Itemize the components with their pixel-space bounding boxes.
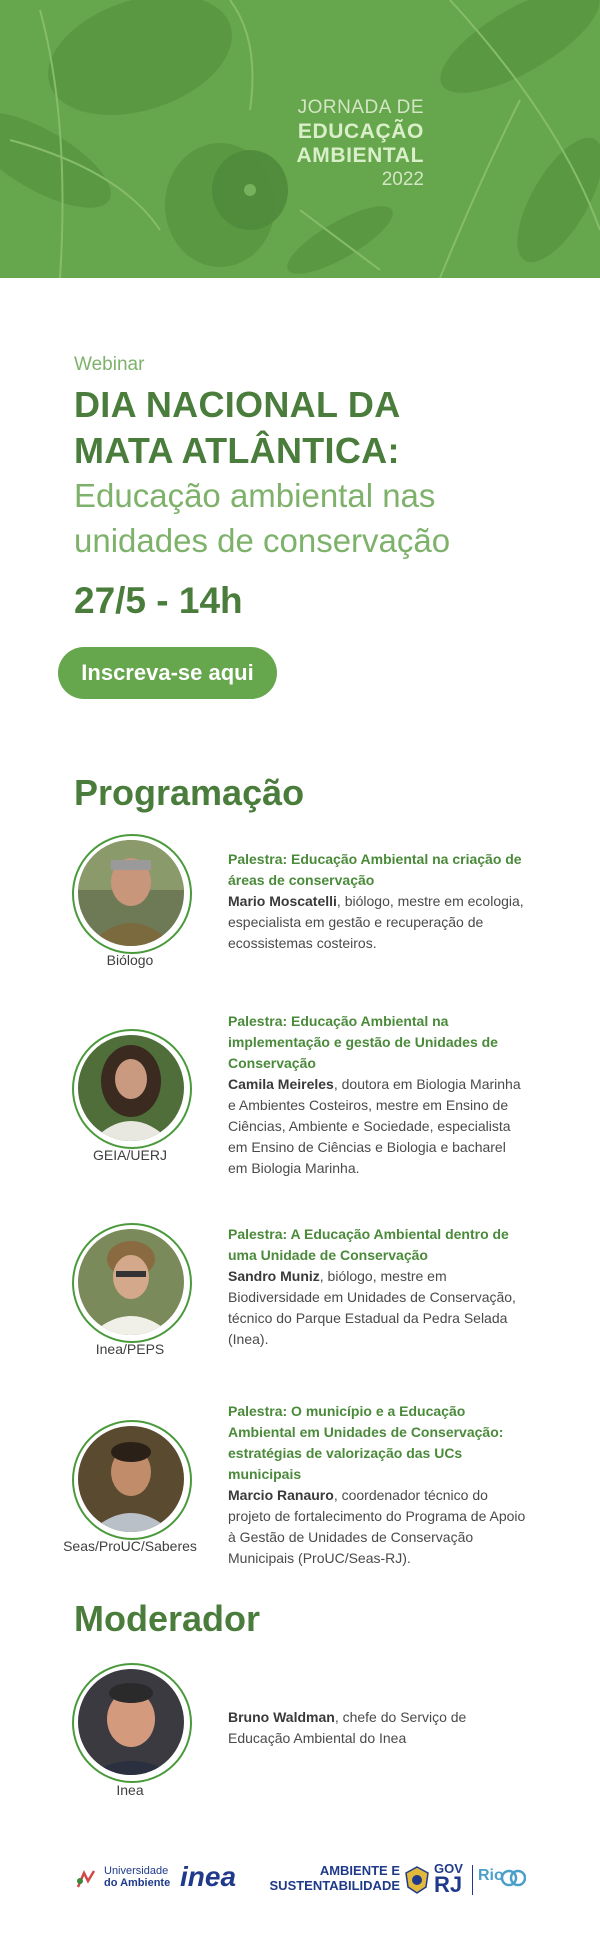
speaker-talk	[228, 1224, 528, 1350]
speaker-bio	[228, 1485, 528, 1569]
talk-title: Palestra: A Educação Ambiental dentro de uma Unidade de Conservação	[228, 1226, 509, 1263]
speaker-org: Seas/ProUC/Saberes	[63, 1538, 197, 1554]
event-datetime: 27/5 - 14h	[74, 580, 243, 621]
logo-text: SUSTENTABILIDADE	[269, 1878, 400, 1893]
brand-line: JORNADA DE	[297, 97, 424, 118]
person-photo-icon	[78, 1669, 184, 1775]
partner-logos	[0, 1855, 600, 1905]
universidade-logo-icon	[74, 1867, 98, 1891]
brand-line: AMBIENTAL	[296, 144, 424, 167]
inea-logo: inea	[180, 1861, 237, 1892]
speaker-talk	[228, 1011, 528, 1179]
speaker-bio-text: , biólogo, mestre em ecologia, especialista em gestão e recuperação de ecossistemas costeiros.	[228, 893, 524, 951]
avatar	[72, 834, 190, 952]
moderator-info	[228, 1707, 528, 1749]
logo-text: GOV	[434, 1861, 463, 1876]
speaker-org: Biólogo	[106, 952, 154, 968]
speaker-name: Camila Meireles	[228, 1076, 334, 1092]
talk-title: Palestra: O município e a Educação Ambiental em Unidades de Conservação: estratégias de valorização das UCs municipais	[228, 1403, 504, 1482]
rio-anniversary-icon	[500, 1865, 526, 1891]
speaker-talk	[228, 1401, 528, 1569]
brand-line: EDUCAÇÃO	[297, 120, 424, 143]
rio-logo: Rio	[478, 1867, 504, 1884]
speaker-talk	[228, 849, 528, 954]
avatar	[72, 1420, 190, 1538]
govrj-logo	[434, 1861, 463, 1897]
avatar	[72, 1223, 190, 1341]
speaker-bio	[228, 1266, 528, 1350]
speaker-name: Marcio Ranauro	[228, 1487, 334, 1503]
event-kicker: Webinar	[74, 354, 145, 375]
speaker-bio	[228, 1074, 528, 1179]
talk-title: Palestra: Educação Ambiental na implementação e gestão de Unidades de Conservação	[228, 1013, 498, 1071]
event-brand	[297, 96, 425, 192]
moderator-name: Bruno Waldman	[228, 1709, 335, 1725]
moderator-bio	[228, 1707, 528, 1749]
speaker-bio	[228, 891, 528, 954]
section-heading-moderador: Moderador	[74, 1598, 261, 1639]
speaker-bio-text: , doutora em Biologia Marinha e Ambientes Costeiros, mestre em Ensino de Ciências, Ambiente e Sociedade, especialista em Ensino de Ciências e Biologia e bacharel em Biologia Marinha.	[228, 1076, 521, 1176]
logo-text: AMBIENTE E	[319, 1863, 400, 1878]
person-photo-icon	[78, 1426, 184, 1532]
speaker-name: Sandro Muniz	[228, 1268, 320, 1284]
speaker-name: Mario Moscatelli	[228, 893, 337, 909]
avatar	[72, 1029, 190, 1147]
speaker-bio-text: , biólogo, mestre em Biodiversidade em Unidades de Conservação, técnico do Parque Estadual da Pedra Selada (Inea).	[228, 1268, 516, 1347]
talk-title: Palestra: Educação Ambiental na criação de áreas de conservação	[228, 851, 522, 888]
event-subtitle: Educação ambiental nas unidades de conservação	[74, 477, 451, 559]
event-title	[74, 382, 401, 474]
logo-text: do Ambiente	[104, 1877, 171, 1889]
moderator-org: Inea	[116, 1782, 144, 1798]
avatar	[72, 1663, 190, 1781]
title-line: DIA NACIONAL DA	[74, 384, 401, 425]
register-button[interactable]: Inscreva-se aqui	[58, 647, 277, 699]
coat-of-arms-icon	[404, 1865, 430, 1895]
person-photo-icon	[78, 1035, 184, 1141]
section-heading-programacao: Programação	[74, 772, 305, 813]
person-photo-icon	[78, 1229, 184, 1335]
logo-text: Universidade	[104, 1865, 169, 1877]
universidade-logo	[104, 1865, 170, 1889]
speaker-org: GEIA/UERJ	[93, 1147, 167, 1163]
moderator-bio-text: , chefe do Serviço de Educação Ambiental do Inea	[228, 1709, 467, 1746]
brand-year: 2022	[381, 169, 424, 190]
header-banner	[0, 0, 600, 278]
speaker-org: Inea/PEPS	[95, 1341, 165, 1357]
person-photo-icon	[78, 840, 184, 946]
title-line: MATA ATLÂNTICA:	[74, 430, 400, 471]
divider	[472, 1865, 473, 1895]
speaker-bio-text: , coordenador técnico do projeto de fortalecimento do Programa de Apoio à Gestão de Unidades de Conservação Municipais (ProUC/Seas-RJ).	[228, 1487, 526, 1566]
ambiente-logo	[254, 1863, 400, 1893]
logo-text: RJ	[434, 1872, 463, 1897]
